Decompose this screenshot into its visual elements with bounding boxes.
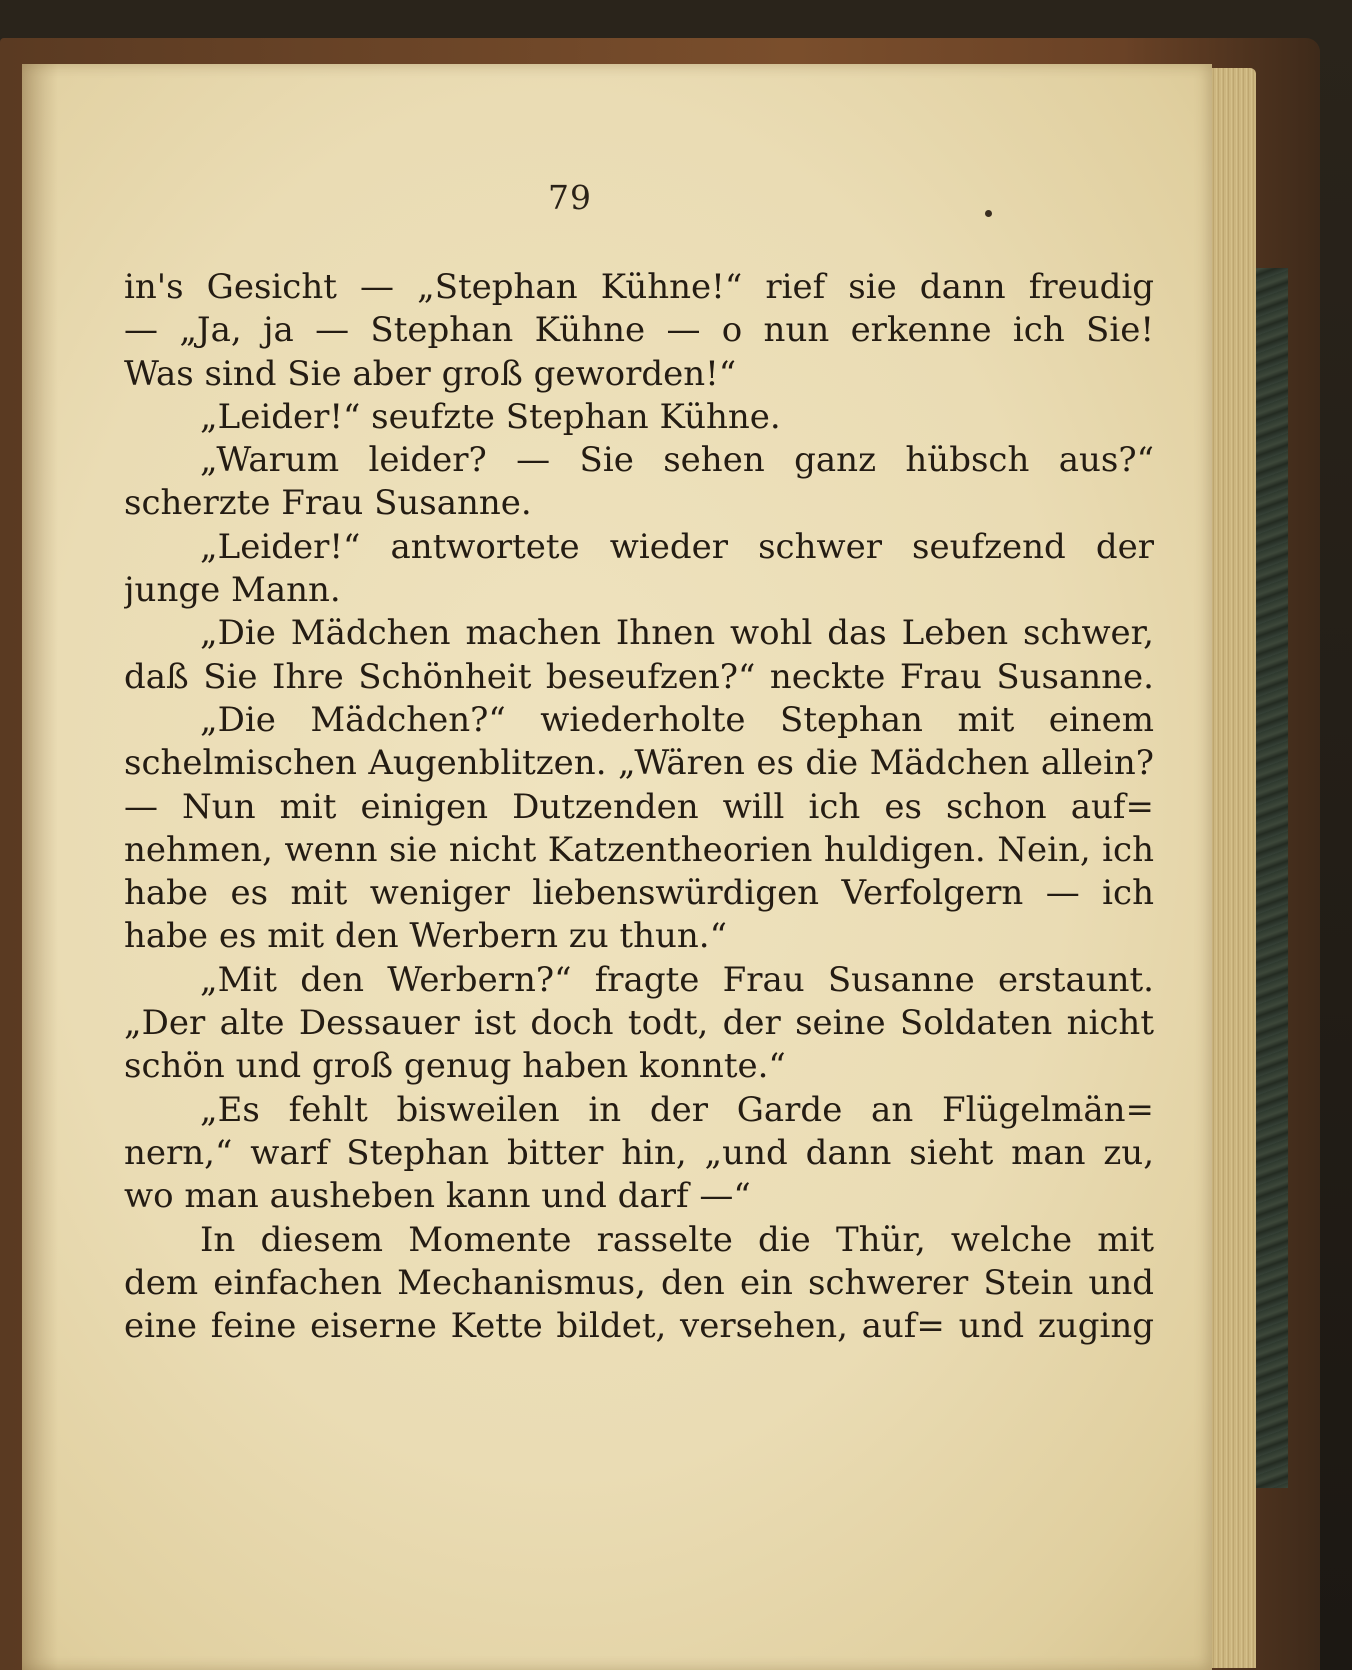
- text-line: nehmen, wenn sie nicht Katzentheorien huldigen. Nein, ich: [124, 829, 1154, 870]
- text-line: „Leider!“ antwortete wieder schwer seufzend der: [200, 526, 1154, 567]
- text-line: junge Mann.: [124, 570, 341, 611]
- text-line: „Warum leider? — Sie sehen ganz hübsch aus?“: [200, 440, 1154, 481]
- page-gutter: [22, 64, 58, 1670]
- text-line: „Der alte Dessauer ist doch todt, der seine Soldaten nicht: [124, 1003, 1154, 1044]
- text-line: Was sind Sie aber groß geworden!“: [124, 353, 737, 394]
- text-line: dem einfachen Mechanismus, den ein schwerer Stein und: [124, 1262, 1154, 1303]
- text-line: habe es mit weniger liebenswürdigen Verfolgern — ich: [124, 873, 1154, 914]
- text-line: schön und groß genug haben konnte.“: [124, 1046, 786, 1087]
- page-body-text: [124, 266, 1154, 1348]
- text-line: — Nun mit einigen Dutzenden will ich es schon auf=: [124, 786, 1154, 827]
- text-line: — „Ja, ja — Stephan Kühne — o nun erkenne ich Sie!: [124, 310, 1154, 351]
- text-line: daß Sie Ihre Schönheit beseufzen?“ neckte Frau Susanne.: [124, 656, 1154, 697]
- text-line: wo man ausheben kann und darf —“: [124, 1176, 751, 1217]
- ink-spot: [985, 210, 992, 217]
- text-line: schelmischen Augenblitzen. „Wären es die Mädchen allein?: [124, 743, 1154, 784]
- text-line: „Es fehlt bisweilen in der Garde an Flügelmän=: [200, 1089, 1154, 1130]
- text-line: eine feine eiserne Kette bildet, versehen, auf= und zuging: [124, 1306, 1154, 1347]
- text-line: „Mit den Werbern?“ fragte Frau Susanne erstaunt.: [200, 959, 1154, 1000]
- text-line: in's Gesicht — „Stephan Kühne!“ rief sie dann freudig: [124, 267, 1154, 307]
- text-line: scherzte Frau Susanne.: [124, 483, 532, 524]
- text-line: „Die Mädchen?“ wiederholte Stephan mit einem: [200, 699, 1154, 740]
- text-line: nern,“ warf Stephan bitter hin, „und dann sieht man zu,: [124, 1132, 1154, 1173]
- page-number: 79: [548, 178, 592, 217]
- text-line: In diesem Momente rasselte die Thür, welche mit: [200, 1219, 1154, 1260]
- text-line: habe es mit den Werbern zu thun.“: [124, 916, 727, 957]
- text-line: „Die Mädchen machen Ihnen wohl das Leben schwer,: [200, 613, 1154, 654]
- text-line: „Leider!“ seufzte Stephan Kühne.: [200, 396, 781, 437]
